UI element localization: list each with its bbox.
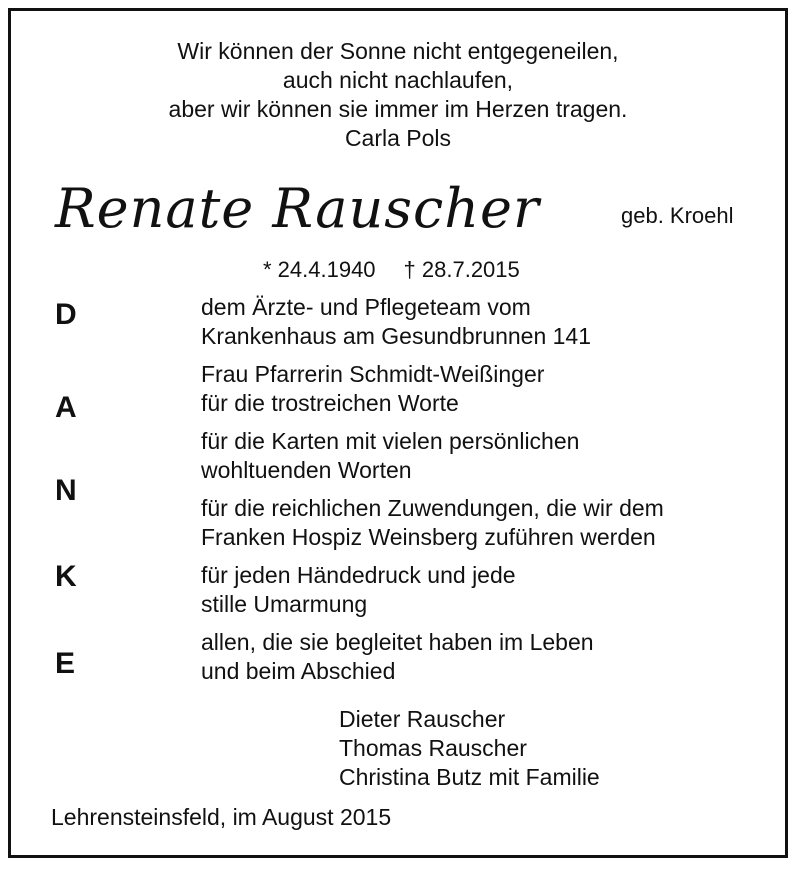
entry-line: Krankenhaus am Gesundbrunnen 141 [201,323,592,349]
name-row [55,177,775,247]
quote-line: Wir können der Sonne nicht entgegeneilen, [177,38,619,64]
entry-line: für die reichlichen Zuwendungen, die wir dem [201,495,664,521]
signer-name: Dieter Rauscher [339,706,506,732]
deceased-name: Renate Rauscher [55,177,540,240]
danke-entry [201,494,781,552]
danke-entry [201,427,781,485]
entry-line: allen, die sie begleitet haben im Leben [201,629,594,655]
birth-date: * 24.4.1940 [263,257,376,282]
signer-name: Thomas Rauscher [339,735,527,761]
danke-entry [201,360,781,418]
death-date: † 28.7.2015 [403,257,520,282]
entry-line: und beim Abschied [201,658,396,684]
danke-entry [201,561,781,619]
danke-letter-n: N [55,474,77,507]
danke-letter-k: K [55,560,77,593]
birth-name: geb. Kroehl [621,203,734,228]
entry-line: für die Karten mit vielen persönlichen [201,428,580,454]
quote-block [11,37,785,153]
entry-line: dem Ärzte- und Pflegeteam vom [201,294,531,320]
entry-line: Franken Hospiz Weinsberg zuführen werden [201,524,656,550]
life-dates [263,255,520,285]
danke-letter-a: A [55,391,77,424]
entry-line: stille Umarmung [201,591,368,617]
danke-entry [201,628,781,686]
entry-line: für die trostreichen Worte [201,390,459,416]
quote-line: aber wir können sie immer im Herzen tragen. [168,96,628,122]
quote-line: auch nicht nachlaufen, [282,67,514,93]
entry-line: Frau Pfarrerin Schmidt-Weißinger [201,361,545,387]
danke-entry [201,293,781,351]
obituary-card [8,8,788,858]
signers-block [339,705,600,792]
place-and-date: Lehrensteinsfeld, im August 2015 [51,804,392,830]
signer-name: Christina Butz mit Familie [339,764,600,790]
entry-line: wohltuenden Worten [201,457,412,483]
danke-letter-d: D [55,298,77,331]
entry-line: für jeden Händedruck und jede [201,562,516,588]
danke-letter-e: E [55,647,76,680]
quote-author: Carla Pols [344,125,452,151]
